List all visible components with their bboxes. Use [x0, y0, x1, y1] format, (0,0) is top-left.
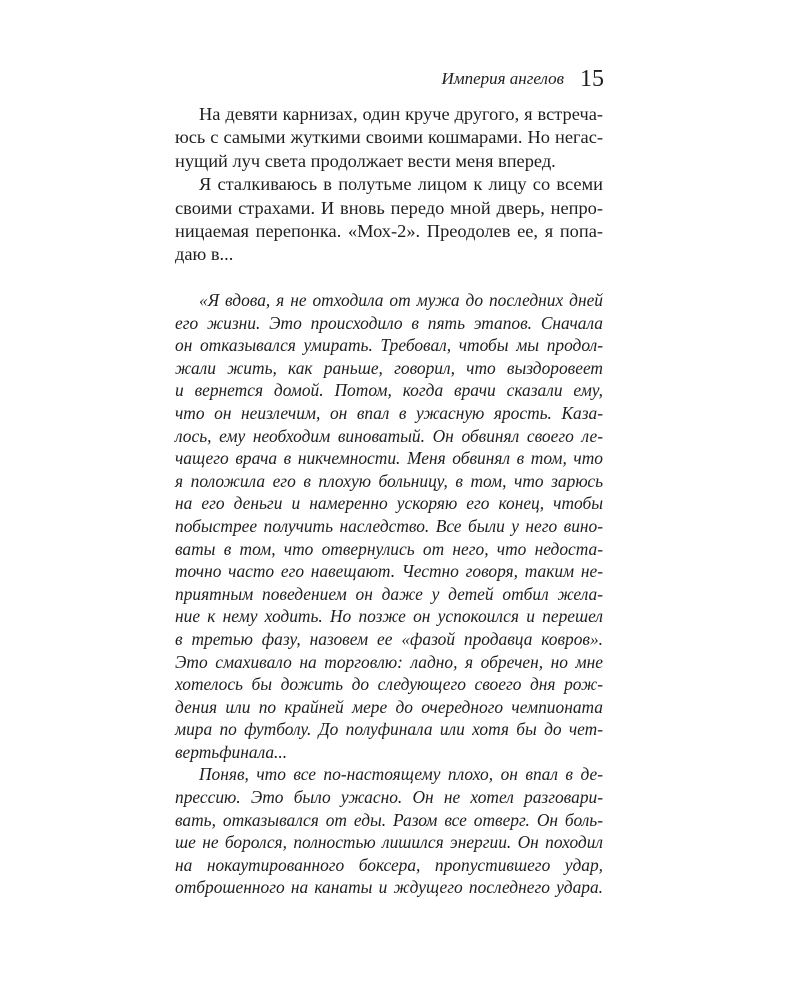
narrative-paragraphs [175, 103, 603, 267]
quote-line: что он неизлечим, он впал в ужасную ярость. Каза- [175, 402, 603, 423]
quote-line: чащего врача в никчемности. Меня обвинял в том, что [175, 448, 603, 469]
text-line: нущий луч света продолжает вести меня вперед. [175, 150, 556, 171]
quote-line: точно часто его навещают. Честно говоря, таким не- [175, 561, 603, 582]
quote-line: прессию. Это было ужасно. Он не хотел разговари- [175, 787, 603, 808]
quote-line: на нокаутированного боксера, пропустившего удар, [175, 854, 603, 875]
quote-line: отброшенного на канаты и ждущего последнего удара. [175, 877, 603, 898]
quote-line: жали жить, как раньше, говорил, что выздоровеет [175, 357, 603, 378]
text-line: своими страхами. И вновь передо мной дверь, непро- [175, 197, 603, 218]
quote-line: Это смахивало на торговлю: ладно, я обречен, но мне [175, 651, 603, 672]
quote-line: вать, отказывался от еды. Разом все отверг. Он боль- [175, 809, 603, 830]
quote-line: хотелось бы дожить до следующего своего дня рож- [175, 674, 603, 695]
quote-line: побыстрее получить наследство. Все были у него вино- [175, 515, 603, 536]
text-line: Я сталкиваюсь в полутьме лицом к лицу со всеми [199, 174, 603, 195]
quote-line: вертьфинала... [175, 741, 288, 762]
quote-line: ние к нему ходить. Но позже он успокоился и перешел [175, 606, 603, 627]
quote-line: приятным поведением он даже у детей отбил жела- [175, 583, 603, 604]
quote-line: мира по футболу. До полуфинала или хотя бы до чет- [175, 719, 603, 740]
text-line: юсь с самыми жуткими своими кошмарами. Но негас- [175, 127, 603, 148]
book-title: Империя ангелов [441, 69, 564, 88]
page-number: 15 [580, 66, 604, 92]
quote-line: я положила его в плохую больницу, в том, что зарюсь [175, 470, 603, 491]
quote-line: его жизни. Это происходило в пять этапов. Сначала [175, 312, 603, 333]
running-head [441, 64, 604, 95]
quote-line: на его деньги и намеренно ускоряю его конец, чтобы [175, 493, 603, 514]
quote-line: «Я вдова, я не отходила от мужа до последних дней [199, 290, 603, 310]
quote-line: дения или по крайней мере до очередного чемпионата [175, 696, 603, 717]
quote-line: лось, ему необходим виноватый. Он обвинял своего ле- [175, 425, 603, 446]
quote-line: ше не боролся, полностью лишился энергии. Он походил [175, 832, 603, 853]
quote-line: и вернется домой. Потом, когда врачи сказали ему, [175, 380, 603, 401]
text-line: На девяти карнизах, один круче другого, я встреча- [199, 104, 603, 124]
quote-line: в третью фазу, назовем ее «фазой продавца ковров». [175, 628, 603, 649]
quote-line: ваты в том, что отвернулись от него, что недоста- [175, 538, 603, 559]
text-line: ницаемая перепонка. «Мох-2». Преодолев ее, я попа- [175, 220, 603, 241]
text-line: даю в... [175, 244, 234, 265]
quoted-testimony [175, 289, 603, 899]
quote-line: он отказывался умирать. Требовал, чтобы мы продол- [175, 335, 603, 356]
quote-line: Поняв, что все по-настоящему плохо, он впал в де- [199, 764, 603, 785]
